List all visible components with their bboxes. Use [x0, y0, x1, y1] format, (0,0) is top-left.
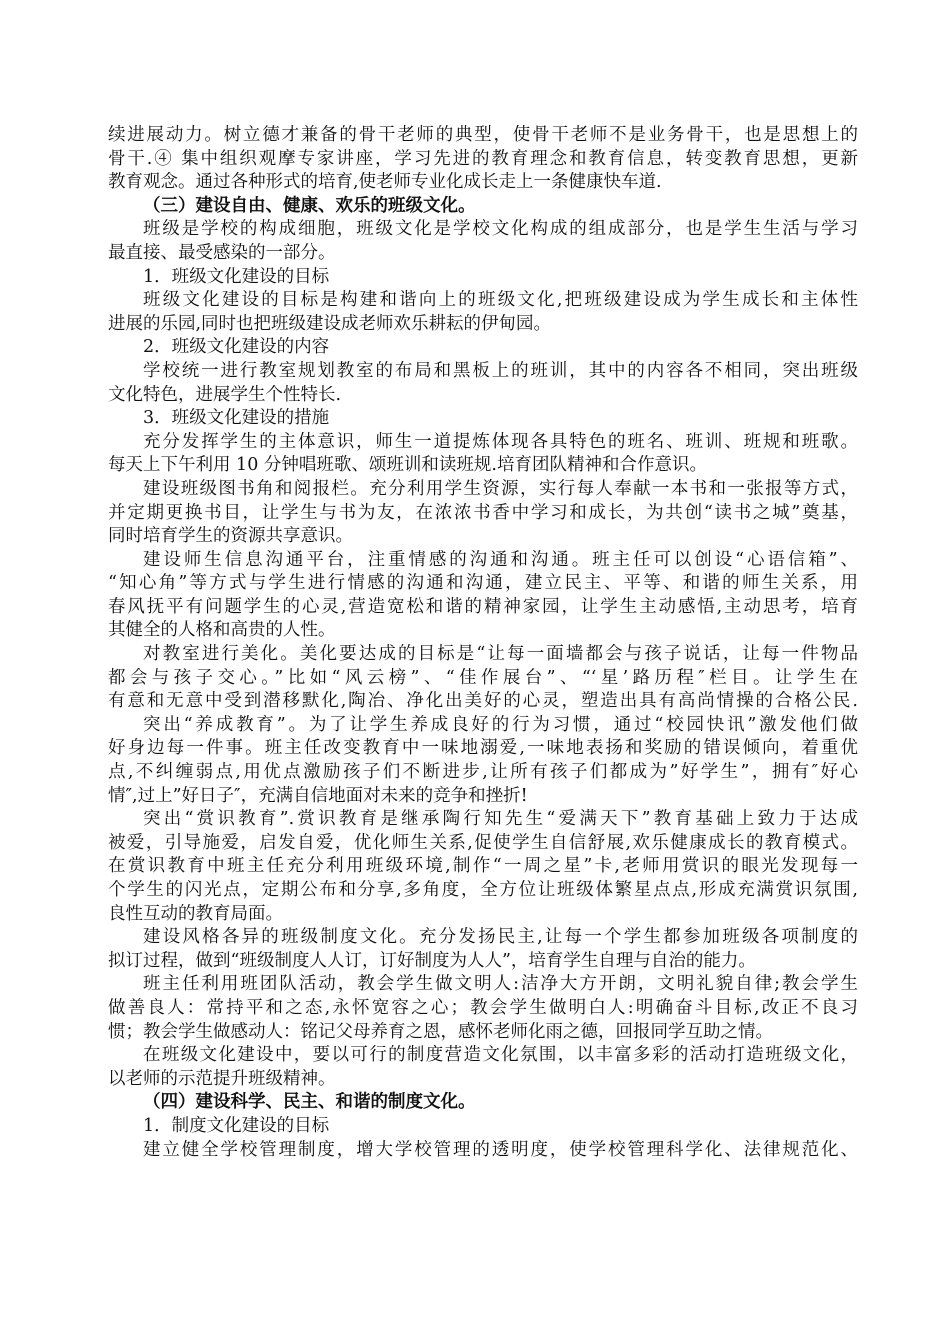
paragraph-last-line: 教育观念。通过各种形式的培育,使老师专业化成长走上一条健康快车道. — [108, 172, 662, 193]
paragraph-last-line: 同时培育学生的资源共享意识。 — [108, 526, 353, 547]
paragraph-last-line: 拟订过程，做到“班级制度人人订，订好制度为人人”，培育学生自理与自治的能力。 — [108, 950, 756, 971]
text-line: 个学生的闪光点，定期公布和分享,多角度，全方位让班级体繁星点点,形成充满赏识氛围, — [108, 880, 858, 900]
section-heading: （三）建设自由、健康、欢乐的班级文化。 — [143, 195, 476, 216]
paragraph-first-line: 突出“养成教育”。为了让学生养成良好的行为习惯，通过“校园快讯”激发他们做 — [143, 714, 858, 735]
text-line: 做善良人：常持平和之态,永怀宽容之心；教会学生做明白人:明确奋斗目标,改正不良习 — [108, 997, 858, 1018]
text-line: 点,不纠缠弱点,用优点激励孩子们不断进步,让所有孩子们都成为”好学生”，拥有″好心 — [108, 762, 858, 783]
subsection-heading: 1．班级文化建设的目标 — [143, 266, 330, 287]
paragraph-first-line: 班级文化建设的目标是构建和谐向上的班级文化,把班级建设成为学生成长和主体性 — [143, 290, 858, 311]
paragraph-last-line: 文化特色，进展学生个性特长. — [108, 384, 342, 405]
paragraph-first-line: 学校统一进行教室规划教室的布局和黑板上的班训，其中的内容各不相同，突出班级 — [143, 360, 858, 381]
text-line: 春风抚平有问题学生的心灵,营造宽松和谐的精神家园，让学生主动感悟,主动思考，培育 — [108, 596, 858, 617]
paragraph-last-line: 良性互动的教育局面。 — [108, 903, 283, 924]
text-line: 有意和无意中受到潜移默化,陶冶、净化出美好的心灵，塑造出具有高尚情操的合格公民. — [108, 691, 858, 712]
subsection-heading: 2．班级文化建设的内容 — [143, 337, 330, 358]
text-line: 续进展动力。树立德才兼备的骨干老师的典型，使骨干老师不是业务骨干，也是思想上的 — [108, 125, 858, 145]
section-heading: （四）建设科学、民主、和谐的制度文化。 — [143, 1092, 476, 1113]
paragraph-last-line: 每天上下午利用 10 分钟唱班歌、颂班训和读班规.培育团队精神和合作意识。 — [108, 455, 707, 476]
paragraph-last-line: 最直接、最受感染的一部分。 — [108, 242, 336, 263]
text-line: 并定期更换书目，让学生与书为友，在浓浓书香中学习和成长，为共创“读书之城”奠基， — [108, 502, 858, 523]
text-line: 被爱，引导施爱，启发自爱，优化师生关系,促使学生自信舒展,欢乐健康成长的教育模式。 — [108, 832, 858, 853]
paragraph-first-line: 班级是学校的构成细胞，班级文化是学校文化构成的组成部分，也是学生生活与学习 — [143, 219, 858, 240]
paragraph-first-line: 在班级文化建设中，要以可行的制度营造文化氛围，以丰富多彩的活动打造班级文化， — [143, 1045, 858, 1066]
paragraph-first-line: 建设班级图书角和阅报栏。充分利用学生资源，实行每人奉献一本书和一张报等方式， — [143, 478, 858, 499]
paragraph-first-line: 建立健全学校管理制度，增大学校管理的透明度，使学校管理科学化、法律规范化、 — [143, 1139, 858, 1160]
document-body — [108, 124, 858, 1162]
paragraph-first-line: 班主任利用班团队活动，教会学生做文明人:洁净大方开朗，文明礼貌自律;教会学生 — [143, 974, 858, 995]
subsection-heading: 1．制度文化建设的目标 — [143, 1115, 330, 1136]
paragraph-first-line: 建设风格各异的班级制度文化。充分发扬民主,让每一个学生都参加班级各项制度的 — [143, 927, 858, 948]
paragraph-last-line: 惯；教会学生做感动人：铭记父母养育之恩，感怀老师化雨之德，回报同学互助之情。 — [108, 1021, 773, 1042]
paragraph-first-line: 建设师生信息沟通平台，注重情感的沟通和沟通。班主任可以创设“心语信箱”、 — [143, 549, 858, 570]
paragraph-last-line: 以老师的示范提升班级精神。 — [108, 1068, 336, 1089]
text-line: “知心角”等方式与学生进行情感的沟通和沟通，建立民主、平等、和谐的师生关系，用 — [108, 573, 858, 594]
subsection-heading: 3．班级文化建设的措施 — [143, 408, 330, 429]
paragraph-first-line: 突出“赏识教育”.赏识教育是继承陶行知先生“爱满天下”教育基础上致力于达成 — [143, 809, 858, 830]
paragraph-last-line: 情″,过上”好日子″，充满自信地面对未来的竞争和挫折! — [108, 785, 528, 806]
text-line: 都会与孩子交心。”比如“风云榜”、“佳作展台”、“‘星’路历程″栏目。让学生在 — [108, 667, 858, 688]
paragraph-first-line: 对教室进行美化。美化要达成的目标是“让每一面墙都会与孩子说话，让每一件物品 — [143, 644, 858, 665]
text-line: 好身边每一件事。班主任改变教育中一味地溺爱,一味地表扬和奖励的错误倾向，着重优 — [108, 738, 858, 759]
text-line: 在赏识教育中班主任充分利用班级环境,制作“一周之星”卡,老师用赏识的眼光发现每一 — [108, 856, 858, 877]
paragraph-first-line: 充分发挥学生的主体意识，师生一道提炼体现各具特色的班名、班训、班规和班歌。 — [143, 431, 858, 452]
text-line: 骨干.④ 集中组织观摩专家讲座，学习先进的教育理念和教育信息，转变教育思想，更新 — [108, 148, 858, 169]
paragraph-last-line: 进展的乐园,同时也把班级建设成老师欢乐耕耘的伊甸园。 — [108, 313, 552, 334]
paragraph-last-line: 其健全的人格和高贵的人性。 — [108, 620, 336, 641]
